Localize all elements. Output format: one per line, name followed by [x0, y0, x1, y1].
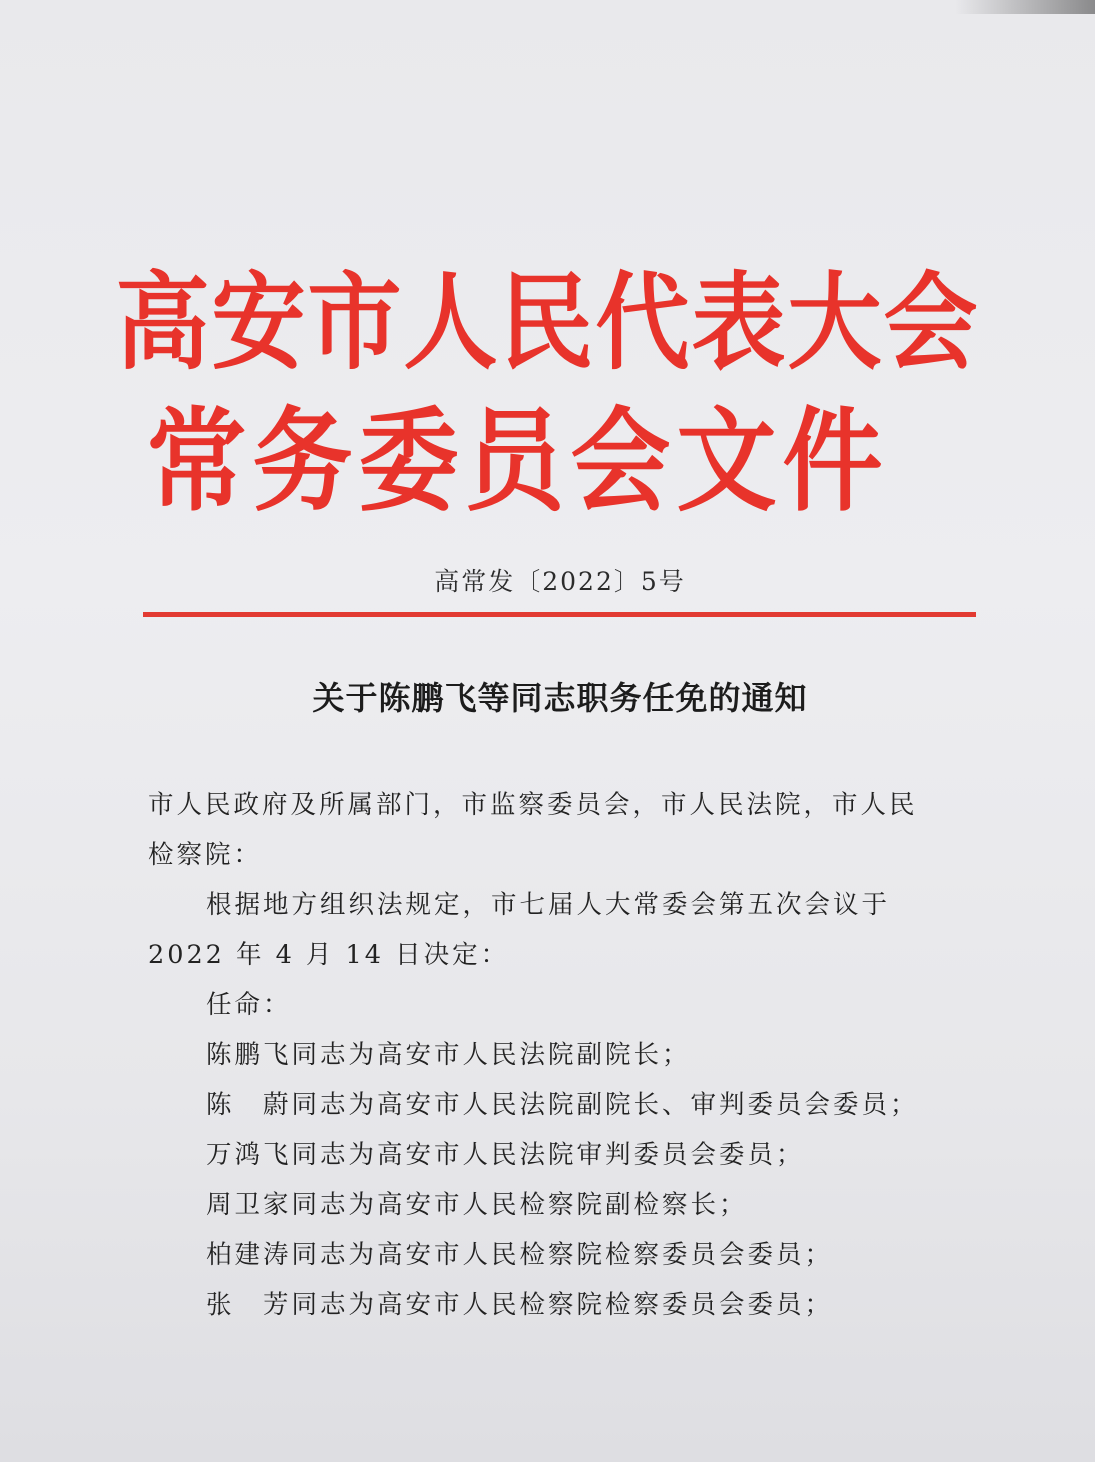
- appointment-item: 周卫家同志为高安市人民检察院副检察长；: [206, 1190, 748, 1220]
- paragraph-1-line-1: 根据地方组织法规定，市七届人大常委会第五次会议于: [206, 890, 891, 920]
- page-edge-shadow: [955, 0, 1095, 14]
- notice-body: [148, 780, 978, 1330]
- paragraph-1-line-2: 2022 年 4 月 14 日决定：: [148, 940, 510, 970]
- document-number: 高常发〔2022〕5号: [434, 567, 686, 596]
- notice-subject-title: 关于陈鹏飞等同志职务任免的通知: [312, 679, 808, 717]
- appointment-item: 柏建涛同志为高安市人民检察院检察委员会委员；: [206, 1240, 834, 1270]
- red-separator-line: [143, 612, 976, 617]
- addressee-line-1: 市人民政府及所属部门，市监察委员会，市人民法院，市人民: [148, 790, 918, 820]
- appoint-label: 任命：: [206, 990, 292, 1020]
- header-title-line1: 高安市人民代表大会: [115, 261, 980, 385]
- appointment-item: 陈鹏飞同志为高安市人民法院副院长；: [206, 1040, 691, 1070]
- addressee-line-2: 检察院：: [148, 840, 263, 870]
- appointment-item: 张 芳同志为高安市人民检察院检察委员会委员；: [206, 1290, 834, 1320]
- header-title-line2: 常务委员会文件: [146, 394, 889, 528]
- appointment-item: 万鸿飞同志为高安市人民法院审判委员会委员；: [206, 1140, 805, 1170]
- appointment-item: 陈 蔚同志为高安市人民法院副院长、审判委员会委员；: [206, 1090, 919, 1120]
